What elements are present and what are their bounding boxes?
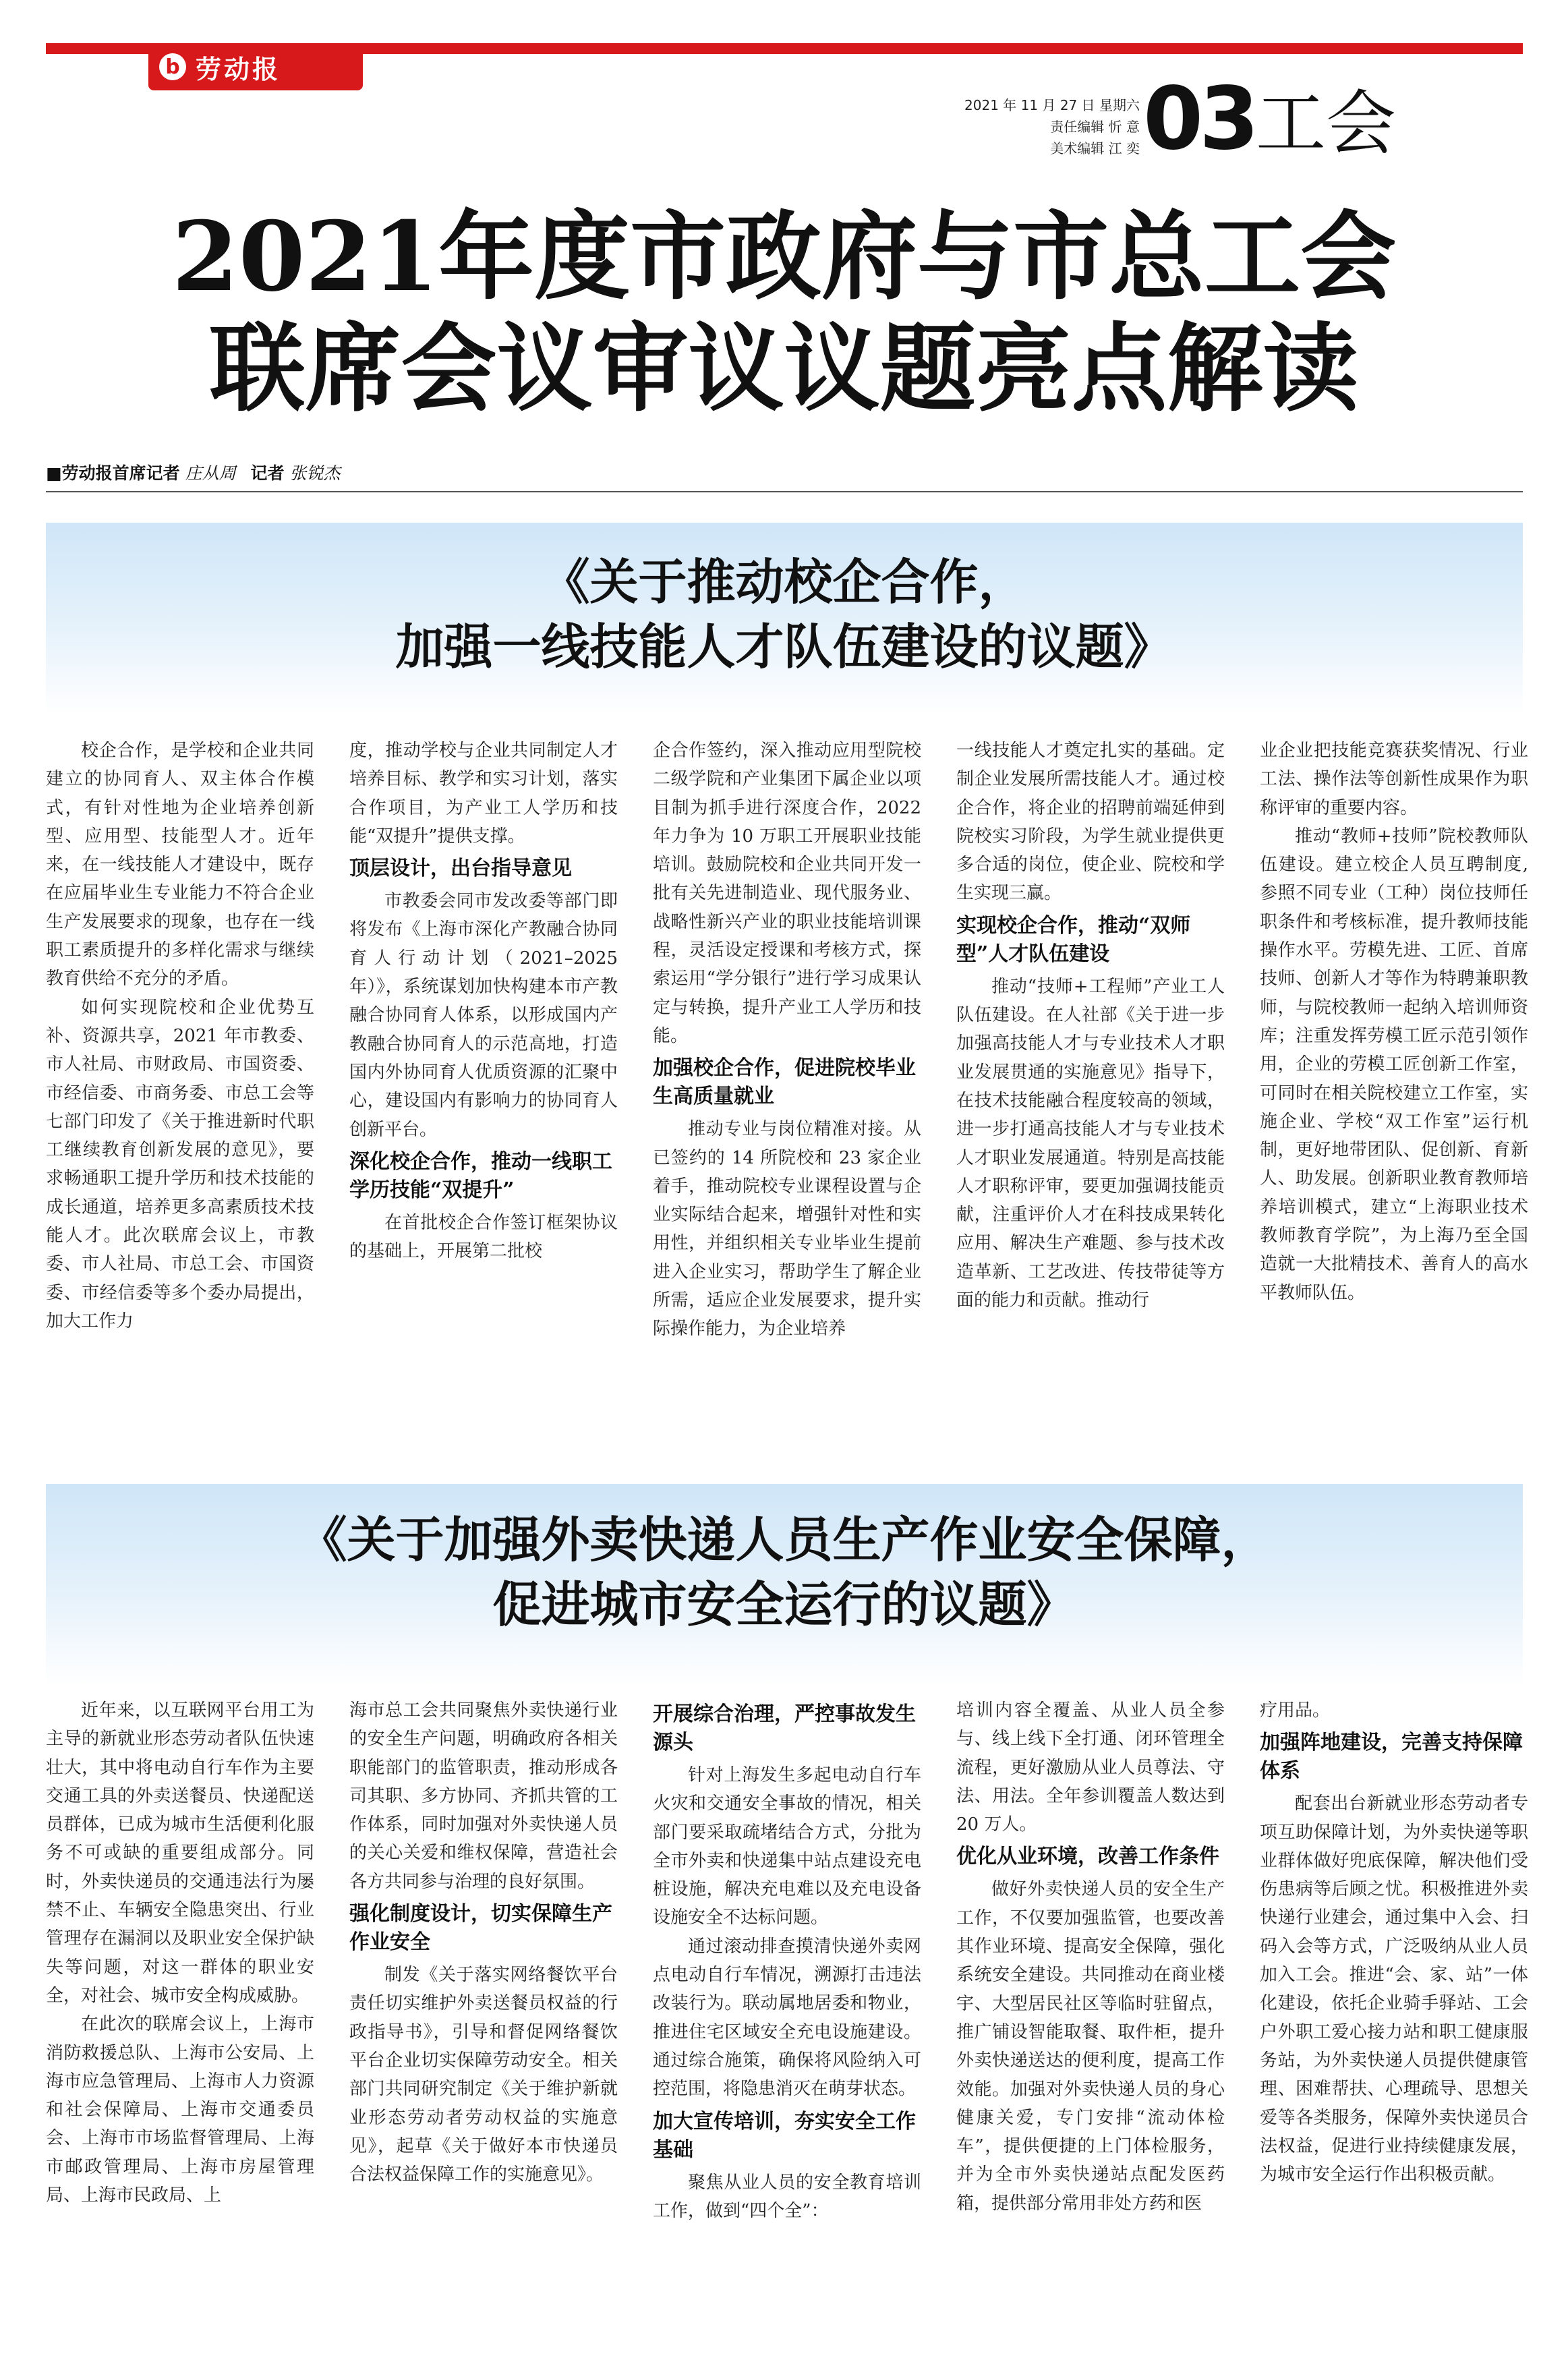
art-editor: 美术编辑 江 奕 bbox=[1050, 140, 1140, 156]
article-2-title bbox=[0, 1507, 1568, 1637]
subheading: 优化从业环境，改善工作条件 bbox=[956, 1845, 1219, 1869]
subheading: 加强校企合作，促进院校毕业生高质量就业 bbox=[653, 1056, 916, 1109]
subheading: 开展综合治理，严控事故发生源头 bbox=[653, 1702, 916, 1754]
issue-info bbox=[917, 94, 1140, 159]
logo-icon: b bbox=[159, 53, 186, 80]
article-1-column-4 bbox=[956, 737, 1225, 1315]
article-1-title-line-2: 加强一线技能人才队伍建设的议题》 bbox=[395, 618, 1173, 675]
article-1-column-3 bbox=[653, 737, 921, 1344]
paragraph: 聚焦从业人员的安全教育培训工作，做到“四个全”： bbox=[653, 2172, 921, 2221]
paragraph: 企合作签约，深入推动应用型院校二级学院和产业集团下属企业以项目制为抓手进行深度合作，2022 年力争为 10 万职工开展职业技能培训。鼓励院校和企业共同开发一批有关先进制造业、现代服务业、战略性新兴产业的职业技能培训课程，灵活设定授课和考核方式，探索运用“学分银行”进行学习成果认定与转换，提升产业工人学历和技能。 bbox=[653, 741, 921, 1046]
paragraph: 制发《关于落实网络餐饮平台责任切实维护外卖送餐员权益的行政指导书》，引导和督促网络餐饮平台企业切实保障劳动安全。相关部门共同研究制定《关于维护新就业形态劳动者劳动权益的实施意见》，起草《关于做好本市快递员合法权益保障工作的实施意见》。 bbox=[349, 1965, 618, 2185]
byline-divider bbox=[46, 491, 1523, 492]
paragraph: 疗用品。 bbox=[1260, 1700, 1331, 1721]
article-2-title-line-2: 促进城市安全运行的议题》 bbox=[492, 1576, 1076, 1633]
article-2-column-2 bbox=[349, 1696, 618, 2189]
article-2-column-1 bbox=[46, 1696, 314, 2210]
logo-name: 劳动报 bbox=[196, 53, 281, 84]
paragraph: 配套出台新就业形态劳动者专项互助保障计划，为外卖快递等职业群体做好兜底保障，解决他们受伤患病等后顾之忧。积极推进外卖快递行业建会，通过集中入会、扫码入会等方式，广泛吸纳从业人员加入工会。推进“会、家、站”一体化建设，依托企业骑手驿站、工会户外职工爱心接力站和职工健康服务站，为外卖快递人员提供健康管理、困难帮扶、心理疏导、思想关爱等各类服务，保障外卖快递员合法权益，促进行业持续健康发展，为城市安全运行作出积极贡献。 bbox=[1260, 1793, 1528, 2185]
article-1-title-line-1: 《关于推动校企合作， bbox=[541, 553, 1027, 610]
subheading: 加大宣传培训，夯实安全工作基础 bbox=[653, 2109, 916, 2162]
paragraph: 通过滚动排查摸清快递外卖网点电动自行车情况，溯源打击违法改装行为。联动属地居委和物业，推进住宅区域安全充电设施建设。通过综合施策，确保将风险纳入可控范围，将隐患消灭在萌芽状态。 bbox=[653, 1936, 921, 2100]
article-2-title-line-1: 《关于加强外卖快递人员生产作业安全保障， bbox=[298, 1511, 1270, 1568]
paragraph: 推动“技师+工程师”产业工人队伍建设。在人社部《关于进一步加强高技能人才与专业技术人才职业发展贯通的实施意见》指导下，在技术技能融合程度较高的领域，进一步打通高技能人才与专业技术人才职业发展通道。特别是高技能人才职称评审，要更加强调技能贡献，注重评价人才在科技成果转化应用、解决生产难题、参与技术改造革新、工艺改进、传技带徒等方面的能力和贡献。推动行 bbox=[956, 976, 1225, 1311]
article-2-body bbox=[46, 1696, 1530, 2324]
page-number: 03 bbox=[1143, 69, 1256, 169]
subheading: 实现校企合作，推动“双师型”人才队伍建设 bbox=[956, 913, 1191, 966]
article-2-column-5 bbox=[1260, 1696, 1528, 2189]
page-headline bbox=[0, 201, 1568, 425]
paragraph: 做好外卖快递人员的安全生产工作，不仅要加强监管，也要改善其作业环境、提高安全保障，强化系统安全建设。共同推动在商业楼宇、大型居民社区等临时驻留点，推广铺设智能取餐、取件柜，提升外卖快递送达的便利度，提高工作效能。加强对外卖快递人员的身心健康关爱，专门安排“流动体检车”，提供便捷的上门体检服务，并为全市外卖快递站点配发医药箱，提供部分常用非处方药和医 bbox=[956, 1879, 1225, 2214]
issue-date: 2021 年 11 月 27 日 星期六 bbox=[964, 97, 1140, 113]
paragraph: 近年来，以互联网平台用工为主导的新就业形态劳动者队伍快速壮大，其中将电动自行车作为主要交通工具的外卖送餐员、快递配送员群体，已成为城市生活便利化服务不可或缺的重要组成部分。同时，外卖快递员的交通违法行为屡禁不止、车辆安全隐患突出、行业管理存在漏洞以及职业安全保护缺失等问题，对这一群体的职业安全，对社会、城市安全构成威胁。 bbox=[46, 1700, 314, 2006]
paragraph: 度，推动学校与企业共同制定人才培养目标、教学和实习计划，落实合作项目，为产业工人学历和技能“双提升”提供支撑。 bbox=[349, 741, 618, 846]
paragraph: 在首批校企合作签订框架协议的基础上，开展第二批校 bbox=[349, 1212, 618, 1262]
article-1-column-2 bbox=[349, 737, 618, 1265]
responsible-editor: 责任编辑 忻 意 bbox=[1050, 119, 1140, 135]
paragraph: 一线技能人才奠定扎实的基础。定制企业发展所需技能人才。通过校企合作，将企业的招聘前端延伸到院校实习阶段，为学生就业提供更多合适的岗位，使企业、院校和学生实现三赢。 bbox=[956, 741, 1225, 904]
article-2-column-4 bbox=[956, 1696, 1225, 2218]
paragraph: 市教委会同市发改委等部门即将发布《上海市深化产教融合协同育人行动计划（2021–2025 年）》，系统谋划加快构建本市产教融合协同育人体系，以形成国内产教融合协同育人的示范高地，打造国内外协同育人优质资源的汇聚中心，建设国内有影响力的协同育人创新平台。 bbox=[349, 891, 618, 1140]
paragraph: 如何实现院校和企业优势互补、资源共享，2021 年市教委、市人社局、市财政局、市国资委、市经信委、市商务委、市总工会等七部门印发了《关于推进新时代职工继续教育创新发展的意见》，要求畅通职工提升学历和技术技能的成长通道，培养更多高素质技术技能人才。此次联席会议上，市教委、市人社局、市总工会、市国资委、市经信委等多个委办局提出，加大工作力 bbox=[46, 997, 314, 1331]
byline-name-2: 张锐杰 bbox=[289, 463, 341, 483]
subheading: 加强阵地建设，完善支持保障体系 bbox=[1260, 1731, 1523, 1783]
subheading: 深化校企合作，推动一线职工学历技能“双提升” bbox=[349, 1149, 612, 1202]
paragraph: 针对上海发生多起电动自行车火灾和交通安全事故的情况，相关部门要采取疏堵结合方式，分批为全市外卖和快递集中站点建设充电桩设施，解决充电难以及充电设备设施安全不达标问题。 bbox=[653, 1765, 921, 1928]
article-1-body bbox=[46, 737, 1530, 1448]
article-2-column-3 bbox=[653, 1696, 921, 2225]
subheading: 强化制度设计，切实保障生产作业安全 bbox=[349, 1902, 612, 1955]
byline-label-2: 记者 bbox=[250, 463, 285, 483]
paragraph: 推动专业与岗位精准对接。从已签约的 14 所院校和 23 家企业着手，推动院校专业课程设置与企业实际结合起来，增强针对性和实用性，并组织相关专业毕业生提前进入企业实习，帮助学生了解企业所需，适应企业发展要求，提升实际操作能力，为企业培养 bbox=[653, 1119, 921, 1340]
article-1-column-1 bbox=[46, 737, 314, 1335]
subheading: 顶层设计，出台指导意见 bbox=[349, 857, 572, 881]
paragraph: 推动“教师+技师”院校教师队伍建设。建立校企人员互聘制度,参照不同专业（工种）岗位技师任职条件和考核标准，提升教师技能操作水平。劳模先进、工匠、首席技师、创新人才等作为特聘兼职教师，与院校教师一起纳入培训师资库；注重发挥劳模工匠示范引领作用，企业的劳模工匠创新工作室，可同时在相关院校建立工作室，实施企业、学校“双工作室”运行机制，更好地带团队、促创新、育新人、助发展。创新职业教育教师培养培训模式，建立“上海职业技术教师教育学院”，为上海乃至全国造就一大批精技术、善育人的高水平教师队伍。 bbox=[1260, 826, 1528, 1303]
paragraph: 校企合作，是学校和企业共同建立的协同育人、双主体合作模式，有针对性地为企业培养创新型、应用型、技能型人才。近年来，在一线技能人才建设中，既存在应届毕业生专业能力不符合企业生产发展要求的现象，也存在一线职工素质提升的多样化需求与继续教育供给不充分的矛盾。 bbox=[46, 741, 314, 989]
byline-org: ■劳动报首席记者 bbox=[46, 463, 180, 483]
headline-line-2: 联席会议审议议题亮点解读 bbox=[209, 313, 1359, 425]
section-name: 工会 bbox=[1256, 82, 1397, 165]
paragraph: 培训内容全覆盖、从业人员全参与、线上线下全打通、闭环管理全流程，更好激励从业人员尊法、守法、用法。全年参训覆盖人数达到 20 万人。 bbox=[956, 1700, 1225, 1835]
article-1-column-5 bbox=[1260, 737, 1528, 1307]
paragraph: 在此次的联席会议上，上海市消防救援总队、上海市公安局、上海市应急管理局、上海市人力资源和社会保障局、上海市交通委员会、上海市市场监督管理局、上海市邮政管理局、上海市房屋管理局、上海市民政局、上 bbox=[46, 2014, 314, 2206]
article-1-title bbox=[0, 550, 1568, 679]
byline bbox=[46, 462, 350, 485]
paragraph: 业企业把技能竞赛获奖情况、行业工法、操作法等创新性成果作为职称评审的重要内容。 bbox=[1260, 741, 1528, 818]
paragraph: 海市总工会共同聚焦外卖快递行业的安全生产问题，明确政府各相关职能部门的监管职责，推动形成各司其职、多方协同、齐抓共管的工作体系，同时加强对外卖快递人员的关心关爱和维权保障，营造社会各方共同参与治理的良好氛围。 bbox=[349, 1700, 618, 1892]
newspaper-logo bbox=[148, 43, 363, 90]
headline-line-1: 2021年度市政府与市总工会 bbox=[171, 201, 1397, 313]
byline-name-1: 庄从周 bbox=[185, 463, 236, 483]
